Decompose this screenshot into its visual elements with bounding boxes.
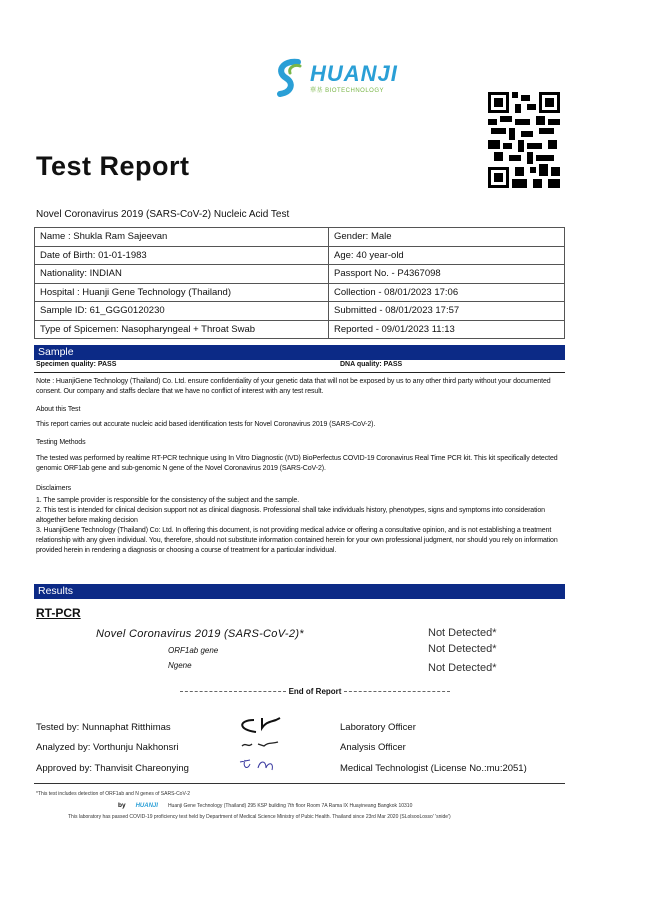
footer-address-row — [118, 802, 412, 809]
divider — [34, 372, 565, 373]
patient-gender: Gender: Male — [329, 228, 565, 247]
reported-time: Reported - 09/01/2023 11:13 — [329, 320, 565, 339]
patient-name: Name : Shukla Ram Sajeevan — [35, 228, 329, 247]
result-target-name: Novel Coronavirus 2019 (SARS-CoV-2)* — [96, 628, 304, 640]
sample-id: Sample ID: 61_GGG0120230 — [35, 302, 329, 321]
info-row — [35, 302, 565, 321]
logo-tagline: 華基 BIOTECHNOLOGY — [310, 87, 385, 94]
specimen-type: Type of Spicemen: Nasopharyngeal + Throat Swab — [35, 320, 329, 339]
methods-text: The tested was performed by realtime RT-PCR technique using In Vitro Diagnostic (IVD) BioPerfectus COVID-19 Coronavirus Real Time PCR kit. This kit specifically detected genomic ORF1ab gene and sub-genomic N gene of the Novel Coronavirus 2019 (SARS-CoV-2). — [36, 455, 558, 472]
info-row — [35, 283, 565, 302]
sample-section-header: Sample — [34, 345, 565, 360]
result-value: Not Detected* — [428, 662, 497, 674]
hospital: Hospital : Huanji Gene Technology (Thailand) — [35, 283, 329, 302]
tested-by-role: Laboratory Officer — [340, 722, 416, 733]
page-title: Test Report — [36, 151, 190, 181]
disclaimers-list — [36, 496, 564, 556]
approved-by-role: Medical Technologist (License No.:mu:2051) — [340, 763, 527, 774]
logo-swirl-icon — [272, 58, 308, 98]
patient-age: Age: 40 year-old — [329, 246, 565, 265]
about-text: This report carries out accurate nucleic acid based identification tests for Novel Coronavirus 2019 (SARS-CoV-2). — [36, 421, 376, 428]
dashed-line — [180, 691, 286, 692]
patient-nationality: Nationality: INDIAN — [35, 265, 329, 284]
result-target-name: ORF1ab gene — [168, 646, 219, 655]
approved-by: Approved by: Thanvisit Chareonying — [36, 763, 189, 774]
footer-divider — [34, 783, 565, 784]
results-section-header: Results — [34, 584, 565, 599]
info-row — [35, 228, 565, 247]
result-target-name: Ngene — [168, 661, 192, 670]
dashed-line — [344, 691, 450, 692]
confidentiality-note: Note : HuanjiGene Technology (Thailand) Co. Ltd. ensure confidentiality of your genetic data that will not be exposed by us to any other third party without your documented consent. Our company and staffs declare that we have no conflict of interest with any test result. — [36, 378, 551, 395]
signatures-icon — [236, 714, 296, 780]
collection-time: Collection - 08/01/2023 17:06 — [329, 283, 565, 302]
info-row — [35, 246, 565, 265]
method-heading: RT-PCR — [36, 606, 81, 620]
end-of-report-label: End of Report — [288, 687, 342, 696]
qr-code-icon[interactable] — [488, 92, 560, 188]
by-label: by — [118, 802, 126, 809]
accreditation-text: This laboratory has passed COVID-19 proficiency test held by Department of Medical Science Ministry of Pubic Health. Thailand since 23rd Mar 2020 (SLolsooLosso' 'snide') — [68, 814, 451, 820]
submitted-time: Submitted - 08/01/2023 17:57 — [329, 302, 565, 321]
mini-logo: HUANJI — [135, 802, 158, 809]
patient-dob: Date of Birth: 01-01-1983 — [35, 246, 329, 265]
analyzed-by-role: Analysis Officer — [340, 742, 406, 753]
about-heading: About this Test — [36, 406, 81, 413]
disclaimers-heading: Disclaimers — [36, 485, 72, 492]
patient-info-table — [34, 227, 565, 339]
info-row — [35, 265, 565, 284]
result-value: Not Detected* — [428, 627, 497, 639]
footnote: *This test includes detection of ORF1ab and N genes of SARS-CoV-2 — [36, 791, 190, 797]
specimen-quality: Specimen quality: PASS — [36, 361, 117, 368]
tested-by: Tested by: Nunnaphat Ritthimas — [36, 722, 171, 733]
huanji-logo — [272, 58, 442, 98]
patient-passport: Passport No. - P4367098 — [329, 265, 565, 284]
methods-heading: Testing Methods — [36, 439, 86, 446]
info-row — [35, 320, 565, 339]
analyzed-by: Analyzed by: Vorthunju Nakhonsri — [36, 742, 179, 753]
company-address: Huanji Gene Technology (Thailand) 295 KSP building 7th floor Room 7A Rama IX Huayineang Bangkok 10310 — [167, 802, 413, 809]
disclaimer-item: 3. HuanjiGene Technology (Thailand) Co: Ltd. In offering this document, is not providing medical advice or offering a consultative opinion, and is not establishing a treatment relationship with any given individual. You, therefore, should not substitute information contained herein for your own professional judgment, nor should you rely on information provided herein in rendering a diagnosis or choosing a course of treatment for a particular individual. — [36, 527, 558, 554]
end-of-report — [180, 687, 450, 696]
dna-quality: DNA quality: PASS — [340, 361, 403, 368]
disclaimer-item: 2. This test is intended for clinical decision support not as clinical diagnosis. Professional shall take individuals history, phenotypes, signs and symptoms into consideration altogether before making decision — [36, 507, 545, 524]
result-value: Not Detected* — [428, 643, 497, 655]
test-subtitle: Novel Coronavirus 2019 (SARS-CoV-2) Nucleic Acid Test — [36, 209, 290, 220]
disclaimer-item: 1. The sample provider is responsible for the consistency of the subject and the sample. — [36, 497, 300, 504]
logo-wordmark: HUANJI — [310, 60, 398, 86]
